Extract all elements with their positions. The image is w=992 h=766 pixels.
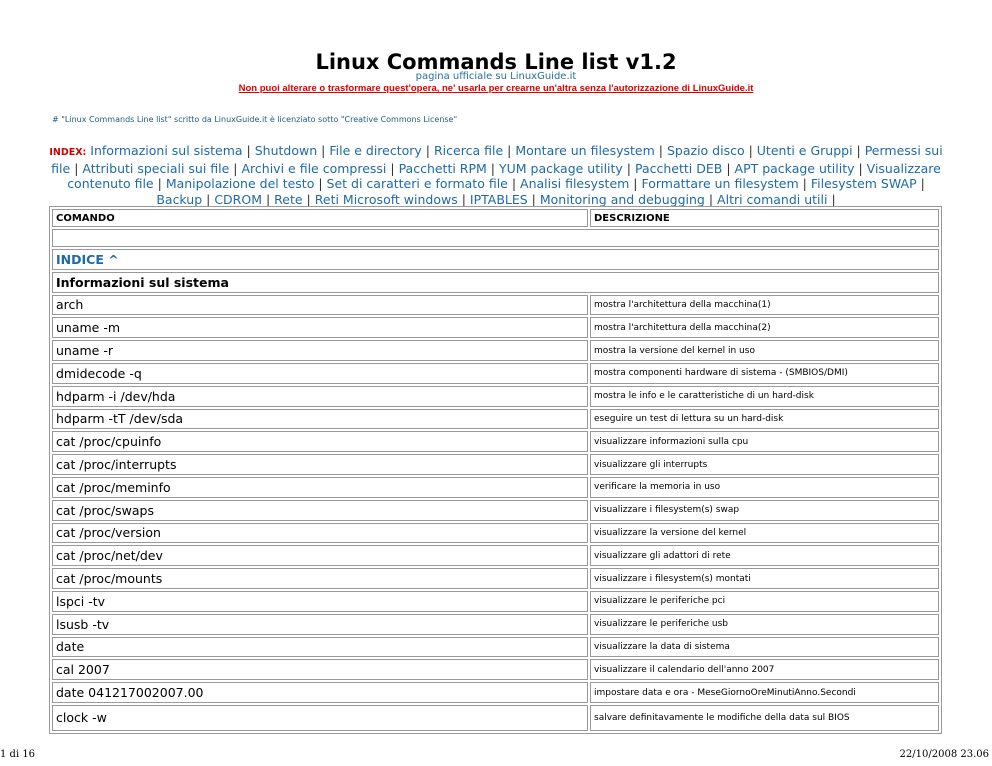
description-cell: visualizzare la data di sistema: [590, 637, 939, 658]
index-label: INDEX:: [49, 147, 87, 158]
index-separator: |: [798, 176, 807, 192]
index-link[interactable]: YUM package utility: [499, 160, 623, 176]
column-header-command: COMANDO: [52, 209, 588, 227]
index-separator: |: [386, 160, 395, 176]
index-separator: |: [527, 191, 536, 207]
index-link[interactable]: Rete: [274, 191, 303, 207]
index-separator: |: [153, 176, 162, 192]
indice-row: [52, 249, 939, 270]
description-cell: impostare data e ora - MeseGiornoOreMinutiAnno.Secondi: [590, 682, 939, 703]
command-cell: uname -r: [52, 340, 588, 361]
index-link[interactable]: Shutdown: [254, 143, 318, 158]
official-page-link[interactable]: pagina ufficiale su LinuxGuide.it: [415, 71, 577, 82]
index-link[interactable]: Spazio disco: [666, 143, 745, 158]
description-cell: mostra la versione del kernel in uso: [590, 340, 939, 361]
command-cell: lsusb -tv: [52, 614, 588, 635]
command-cell: date: [52, 637, 588, 658]
index-link[interactable]: CDROM: [214, 191, 262, 207]
index-link[interactable]: Montare un filesystem: [515, 143, 655, 158]
index-separator: |: [852, 143, 861, 158]
table-header-row: [52, 209, 939, 227]
copyright-warning-link[interactable]: Non puoi alterare o trasformare quest'opera, ne' usarla per crearne un'altra senza l'autorizzazione di LinuxGuide.it: [238, 83, 754, 94]
command-cell: dmidecode -q: [52, 363, 588, 384]
table-row: [52, 409, 939, 430]
index-separator: |: [704, 191, 714, 207]
command-cell: cat /proc/swaps: [52, 500, 588, 521]
indice-link[interactable]: INDICE ^: [52, 249, 939, 270]
command-cell: cat /proc/version: [52, 523, 588, 544]
license-notice: # "Linux Commands Line list" scritto da LinuxGuide.it è licenziato sotto "Creative Commons License": [52, 115, 458, 124]
index-separator: |: [854, 160, 863, 176]
index-separator: |: [916, 176, 925, 192]
index-link[interactable]: Formattare un filesystem: [641, 176, 799, 192]
index-link[interactable]: Set di caratteri e formato file: [326, 176, 508, 192]
index-link[interactable]: Pacchetti RPM: [398, 160, 487, 176]
index-link[interactable]: APT package utility: [734, 160, 855, 176]
command-cell: cal 2007: [52, 659, 588, 680]
index-link[interactable]: Analisi filesystem: [520, 176, 630, 192]
index-link[interactable]: File e directory: [329, 143, 422, 158]
index-separator: |: [622, 160, 632, 176]
description-cell: visualizzare la versione del kernel: [590, 523, 939, 544]
command-cell: cat /proc/cpuinfo: [52, 431, 588, 452]
table-row: [52, 386, 939, 407]
index-separator: |: [314, 176, 323, 192]
description-cell: visualizzare i filesystem(s) montati: [590, 568, 939, 589]
command-cell: clock -w: [52, 705, 588, 731]
index-separator: |: [744, 143, 753, 158]
index-separator: |: [827, 191, 836, 207]
index-separator: |: [317, 143, 326, 158]
page-title: Linux Commands Line list v1.2: [315, 50, 677, 74]
index-link[interactable]: Utenti e Gruppi: [756, 143, 853, 158]
command-cell: arch: [52, 295, 588, 316]
index-separator: |: [229, 160, 238, 176]
description-cell: eseguire un test di lettura su un hard-disk: [590, 409, 939, 430]
index-separator: |: [486, 160, 496, 176]
print-datetime: 22/10/2008 23.06: [899, 749, 989, 760]
section-row: [52, 272, 939, 293]
command-cell: date 041217002007.00: [52, 682, 588, 703]
section-title: Informazioni sul sistema: [52, 272, 939, 293]
commands-table: [49, 206, 942, 734]
description-cell: salvare definitavamente le modifiche della data sul BIOS: [590, 705, 939, 731]
command-cell: cat /proc/mounts: [52, 568, 588, 589]
table-row: [52, 659, 939, 680]
table-row: [52, 614, 939, 635]
table-row: [52, 317, 939, 338]
command-cell: hdparm -tT /dev/sda: [52, 409, 588, 430]
index-link[interactable]: Archivi e file compressi: [241, 160, 387, 176]
description-cell: visualizzare gli adattori di rete: [590, 545, 939, 566]
table-row: [52, 591, 939, 612]
command-cell: hdparm -i /dev/hda: [52, 386, 588, 407]
table-row: [52, 454, 939, 475]
column-header-description: DESCRIZIONE: [590, 209, 939, 227]
table-row: [52, 295, 939, 316]
table-row: [52, 431, 939, 452]
description-cell: mostra l'architettura della macchina(2): [590, 317, 939, 338]
table-row: [52, 568, 939, 589]
index-link[interactable]: Manipolazione del testo: [165, 176, 315, 192]
index-separator: |: [302, 191, 311, 207]
index-separator: |: [262, 191, 271, 207]
index-link[interactable]: Visualizzare contenuto file: [67, 160, 941, 192]
index-separator: |: [629, 176, 638, 192]
description-cell: visualizzare le periferiche pci: [590, 591, 939, 612]
index-link[interactable]: Ricerca file: [434, 143, 504, 158]
description-cell: visualizzare le periferiche usb: [590, 614, 939, 635]
table-row: [52, 637, 939, 658]
command-cell: cat /proc/meminfo: [52, 477, 588, 498]
table-row: [52, 682, 939, 703]
index-separator: |: [421, 143, 431, 158]
blank-row: [52, 229, 939, 247]
command-cell: cat /proc/interrupts: [52, 454, 588, 475]
index-link[interactable]: IPTABLES: [469, 191, 528, 207]
index-separator: |: [722, 160, 731, 176]
index-separator: |: [507, 176, 517, 192]
table-row: [52, 340, 939, 361]
index-link[interactable]: Pacchetti DEB: [635, 160, 723, 176]
table-row: [52, 523, 939, 544]
command-cell: uname -m: [52, 317, 588, 338]
index-nav: [46, 143, 946, 207]
page-number: 1 di 16: [0, 749, 36, 760]
description-cell: visualizzare il calendario dell'anno 2007: [590, 659, 939, 680]
table-row: [52, 545, 939, 566]
description-cell: visualizzare informazioni sulla cpu: [590, 431, 939, 452]
table-row: [52, 500, 939, 521]
index-link[interactable]: Permessi sui file: [51, 143, 943, 176]
index-link[interactable]: Attributi speciali sui file: [82, 160, 230, 176]
table-row: [52, 477, 939, 498]
command-cell: cat /proc/net/dev: [52, 545, 588, 566]
index-separator: |: [654, 143, 663, 158]
index-link[interactable]: Monitoring and debugging: [539, 191, 705, 207]
index-separator: |: [457, 191, 466, 207]
index-separator: |: [242, 143, 251, 158]
index-link[interactable]: Filesystem SWAP: [810, 176, 917, 192]
description-cell: mostra componenti hardware di sistema - (SMBIOS/DMI): [590, 363, 939, 384]
index-separator: |: [202, 191, 211, 207]
command-cell: lspci -tv: [52, 591, 588, 612]
index-link[interactable]: Reti Microsoft windows: [314, 191, 458, 207]
index-separator: |: [503, 143, 512, 158]
description-cell: visualizzare i filesystem(s) swap: [590, 500, 939, 521]
index-link[interactable]: Altri comandi utili: [717, 191, 828, 207]
description-cell: visualizzare gli interrupts: [590, 454, 939, 475]
description-cell: mostra le info e le caratteristiche di un hard-disk: [590, 386, 939, 407]
index-separator: |: [70, 160, 79, 176]
table-row: [52, 363, 939, 384]
description-cell: verificare la memoria in uso: [590, 477, 939, 498]
description-cell: mostra l'architettura della macchina(1): [590, 295, 939, 316]
index-link[interactable]: Informazioni sul sistema: [90, 143, 243, 158]
table-row: [52, 705, 939, 731]
index-link[interactable]: Backup: [156, 191, 203, 207]
